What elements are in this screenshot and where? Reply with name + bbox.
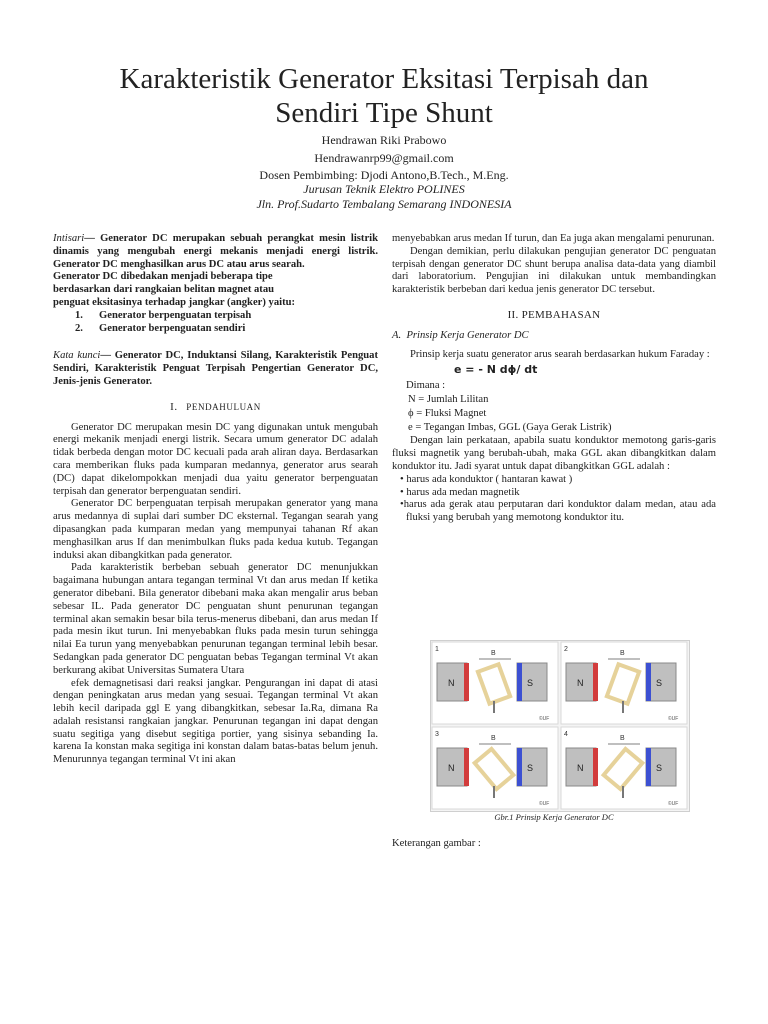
- section-number: II.: [507, 308, 519, 321]
- field-label: B: [491, 735, 496, 742]
- copyright-mark: ©UF: [668, 716, 679, 722]
- south-pole-face: [646, 748, 651, 786]
- bullet-item: • harus ada konduktor ( hantaran kawat ): [400, 473, 573, 485]
- panel-number: 4: [564, 731, 568, 738]
- section-title: PEMBAHASAN: [521, 308, 601, 321]
- faraday-formula: e = - N dϕ/ dt: [454, 363, 538, 377]
- definition-item: N = Jumlah Lilitan: [408, 393, 489, 405]
- abstract-line-3: berdasarkan dari rangkaian belitan magnet atau: [53, 284, 275, 296]
- figure-panel: [561, 727, 687, 809]
- author-name: Hendrawan Riki Prabowo: [321, 133, 447, 147]
- north-pole-label: N: [448, 763, 455, 773]
- paragraph-3: Pada karakteristik berbeban sebuah generator DC menunjukkan bagaimana hubungan antara tegangan terminal Vt dan arus medan If ketika generator dibebani. Bila generator dibebani maka akan mengalir arus beban sebesar IL. Pada generator DC penguatan shunt penurunan tegangan terminal akan semakin besar bila terus-menerus dibebani, dan arus medan If pada mesin ikut turun. Ini menyebabkan fluks pada mesin turun sehingga nilai Ea turun yang menyebabkan penurunan tegangan terminal lebih besar. Sedangkan pada generator DC penguatan bebas Tegangan terminal Vt akan berkurang akibat Universitas Sumatera Utara: [53, 562, 378, 676]
- subsection-letter: A: [392, 329, 399, 341]
- south-pole-label: S: [527, 678, 534, 688]
- department: Jurusan Teknik Elektro POLINES: [303, 182, 465, 196]
- subsection-heading-a: A. Prinsip Kerja Generator DC: [392, 329, 529, 341]
- keywords: Kata kunci— Generator DC, Induktansi Silang, Karakteristik Penguat Sendiri, Karakteristik Penguat Terpisah Pengertian Generator DC, Jenis-jenis Generator.: [53, 350, 378, 387]
- south-pole-face: [517, 663, 522, 701]
- copyright-mark: ©UF: [539, 801, 550, 807]
- panel-number: 3: [435, 731, 439, 738]
- list-text: Generator berpenguatan terpisah: [99, 309, 252, 321]
- definition-item: e = Tegangan Imbas, GGL (Gaya Gerak Listrik): [408, 421, 612, 433]
- definition-item: ϕ = Fluksi Magnet: [408, 407, 487, 419]
- copyright-mark: ©UF: [668, 801, 679, 807]
- bullet-item: •harus ada gerak atau perputaran dari konduktor dalam medan, atau ada fluksi yang berubah yang memotong konduktor itu.: [400, 499, 716, 524]
- south-pole-label: S: [656, 678, 663, 688]
- field-label: B: [491, 650, 496, 657]
- keterangan-label: Keterangan gambar :: [392, 838, 481, 849]
- south-pole-face: [646, 663, 651, 701]
- figure-svg: [431, 641, 689, 811]
- paragraph-r2: Dengan demikian, perlu dilakukan pengujian generator DC penguatan terpisah dengan generator DC shunt berupa analisa data-data yang diambil dari laboratorium. Pengujian ini dilakukan untuk membandingkan karakteristik berbeban dari kedua jenis generator DC tersebut.: [392, 245, 716, 296]
- keywords-text: Generator DC, Induktansi Silang, Karakteristik Penguat Sendiri, Karakteristik Penguat Terpisah Pengertian Generator DC, Jenis-jenis Generator.: [53, 350, 378, 387]
- field-label: B: [620, 735, 625, 742]
- north-pole-face: [464, 663, 469, 701]
- section-title: PENDAHULUAN: [186, 401, 261, 412]
- paragraph-1: Generator DC merupakan mesin DC yang digunakan untuk mengubah energi mekanik menjadi energi listrik. Secara umum generator DC adalah tidak berbeda dengan motor DC kecuali pada arah aliran daya. Berdasarkan cara memberikan fluks pada kumparan medannya, generator arus searah (DC) dapat dikelompokkan menjadi dua yaitu generator berpenguatan terpisah dan generator berpenguatan sendiri.: [53, 421, 378, 497]
- abstract-text: Generator DC merupakan sebuah perangkat mesin listrik dinamis yang mengubah energi mekanis menjadi energi listrik. Generator DC menghasilkan arus DC atau arus searah.: [53, 233, 378, 270]
- north-pole-face: [464, 748, 469, 786]
- figure-caption: Gbr.1 Prinsip Kerja Generator DC: [494, 812, 614, 822]
- keywords-label: Kata kunci: [53, 350, 101, 362]
- section-heading-1: [53, 401, 378, 414]
- north-pole-label: N: [577, 763, 584, 773]
- title-line-1: Karakteristik Generator Eksitasi Terpisah dan: [119, 63, 649, 95]
- paragraph-r3: Prinsip kerja suatu generator arus searah berdasarkan hukum Faraday :: [410, 348, 710, 360]
- north-pole-label: N: [577, 678, 584, 688]
- field-label: B: [620, 650, 625, 657]
- subsection-title: Prinsip Kerja Generator DC: [406, 329, 529, 341]
- definitions: [406, 380, 716, 434]
- section-heading-2: [392, 309, 716, 322]
- panel-number: 2: [564, 646, 568, 653]
- title-line-2: Sendiri Tipe Shunt: [275, 97, 493, 129]
- bullet-item: • harus ada medan magnetik: [400, 486, 520, 498]
- generator-principle-figure: [430, 640, 690, 812]
- figure-panels: [432, 642, 687, 809]
- paragraph-4: efek demagnetisasi dari reaksi jangkar. Pengurangan ini dapat di atasi dengan peningkatan arus medan yang sesuai. Tegangan terminal Vt akan lebih kecil daripada ggl E yang dibangkitkan, sebesar Ia.Ra, dimana Ra adalah resistansi rangkaian jangkar. Penurunan tegangan ini dapat dengan suatu segitiga yang disebut segitiga portier, yang sisinya sebanding Ia. karena Ia konstan maka segitiga ini konstan dalam batas-batas belum jenuh. Menurunnya tegangan terminal Vt ini akan: [53, 677, 378, 766]
- author-email: Hendrawanrp99@gmail.com: [314, 151, 454, 165]
- left-column: [53, 233, 378, 767]
- list-text: Generator berpenguatan sendiri: [99, 322, 246, 334]
- list-number: 1.: [75, 309, 83, 321]
- paragraph-2: Generator DC berpenguatan terpisah merupakan generator yang mana arus medannya di suplai dari sumber DC eksternal. Tegangan searah yang dipasangkan pada kumparan medan yang mempunyai tahanan Rf akan menghasilkan arus If dan menimbulkan fluks pada kedua kutub. Tegangan induksi akan dibangkitkan pada generator.: [53, 498, 378, 561]
- abstract-label: Intisari: [53, 233, 85, 244]
- south-pole-label: S: [527, 763, 534, 773]
- dimana-label: Dimana :: [406, 380, 446, 392]
- paragraph-r4: Dengan lain perkataan, apabila suatu konduktor memotong garis-garis fluksi magnetik yang berubah-ubah, maka GGL akan dibangkitkan dalam konduktor itu. Jadi syarat untuk dapat dibangkitkan GGL adalah :: [392, 435, 716, 472]
- south-pole-face: [517, 748, 522, 786]
- figure-panel: [432, 727, 558, 809]
- address: Jln. Prof.Sudarto Tembalang Semarang INDONESIA: [256, 197, 512, 211]
- list-item: [53, 310, 378, 323]
- section-number: I.: [170, 400, 178, 413]
- panel-number: 1: [435, 646, 439, 653]
- abstract-line-2: Generator DC dibedakan menjadi beberapa tipe: [53, 271, 273, 283]
- figure-panel: [432, 642, 558, 724]
- abstract-line-4: penguat eksitasinya terhadap jangkar (angker) yaitu:: [53, 296, 296, 308]
- north-pole-face: [593, 748, 598, 786]
- list-number: 2.: [75, 322, 83, 334]
- abstract: Intisari— Generator DC merupakan sebuah perangkat mesin listrik dinamis yang mengubah energi mekanis menjadi energi listrik. Generator DC menghasilkan arus DC atau arus searah.: [53, 233, 378, 270]
- abstract-list: [53, 310, 378, 336]
- paper-title: [0, 62, 768, 130]
- paragraph-r1: menyebabkan arus medan If turun, dan Ea juga akan mengalami penurunan.: [392, 233, 715, 244]
- supervisor: Dosen Pembimbing: Djodi Antono,B.Tech., M.Eng.: [259, 168, 509, 182]
- figure-panel: [561, 642, 687, 724]
- north-pole-face: [593, 663, 598, 701]
- list-item: [53, 323, 378, 336]
- right-column: [392, 233, 716, 525]
- south-pole-label: S: [656, 763, 663, 773]
- copyright-mark: ©UF: [539, 716, 550, 722]
- north-pole-label: N: [448, 678, 455, 688]
- abstract-lines: [53, 271, 378, 309]
